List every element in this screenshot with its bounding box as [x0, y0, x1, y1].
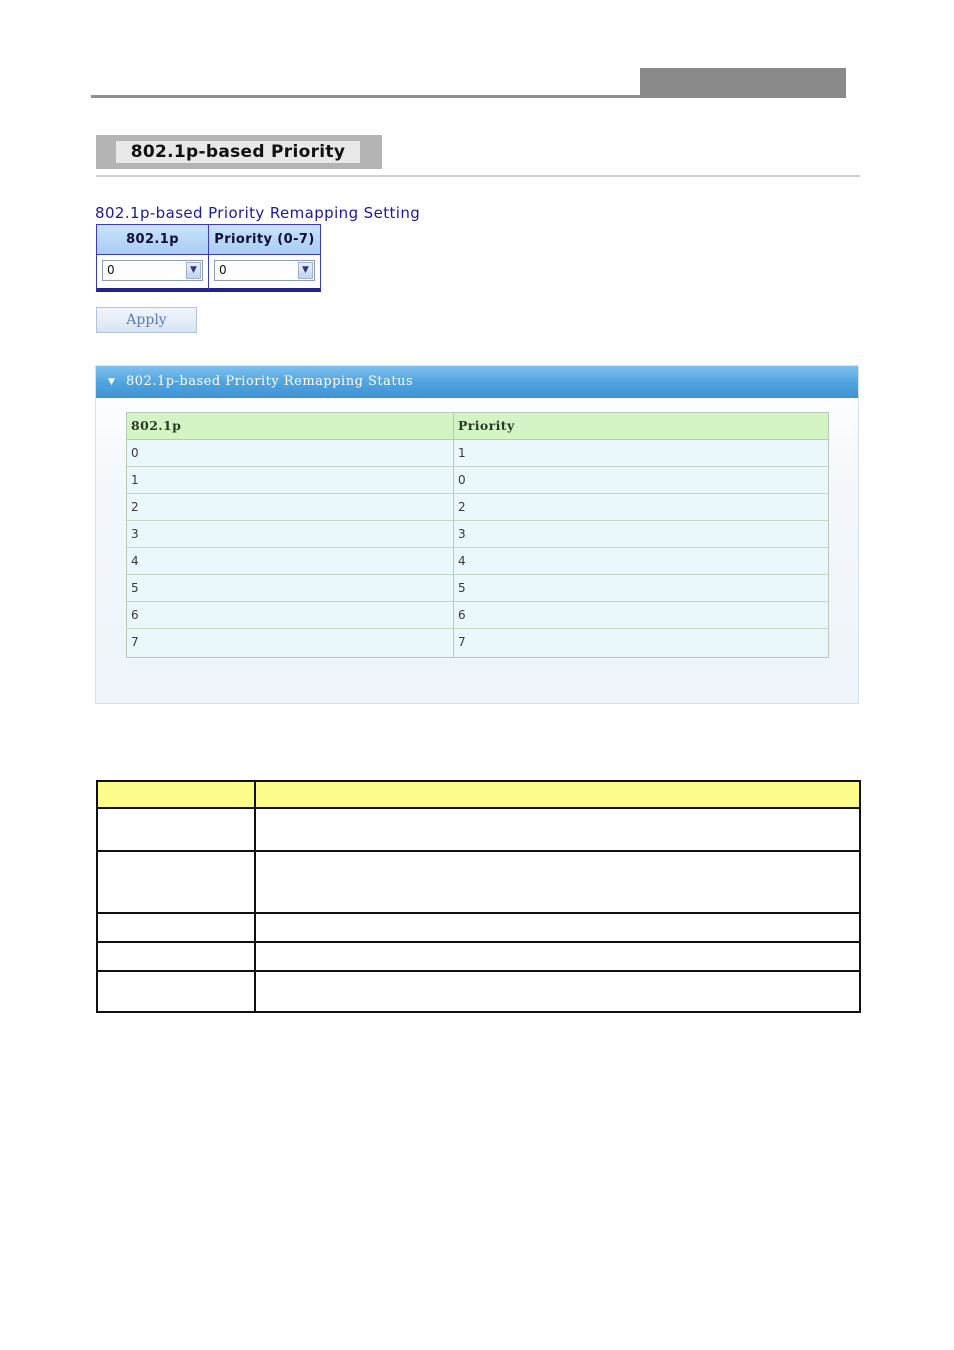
- row-dot1p: 5: [131, 581, 139, 595]
- row-priority: 1: [458, 446, 466, 460]
- setting-table: [96, 224, 321, 292]
- title-divider: [96, 175, 860, 177]
- row-dot1p: 7: [131, 635, 139, 649]
- table-row: [127, 440, 828, 467]
- row-dot1p: 1: [131, 473, 139, 487]
- row-dot1p: 4: [131, 554, 139, 568]
- status-panel-title: 802.1p-based Priority Remapping Status: [126, 374, 414, 389]
- row-dot1p: 2: [131, 500, 139, 514]
- priority-select-value: 0: [219, 263, 227, 277]
- status-panel: [95, 365, 859, 704]
- status-panel-header[interactable]: [96, 366, 858, 398]
- row-dot1p: 0: [131, 446, 139, 460]
- row-priority: 7: [458, 635, 466, 649]
- table-row: [98, 809, 859, 852]
- table-row: [98, 972, 859, 1011]
- status-table: [126, 412, 829, 658]
- header-rule: [91, 95, 640, 98]
- apply-button[interactable]: Apply: [96, 307, 197, 333]
- priority-select[interactable]: [214, 260, 315, 281]
- setting-heading: 802.1p-based Priority Remapping Setting: [95, 204, 421, 222]
- setting-col-dot1p: 802.1p: [126, 232, 179, 247]
- description-col-divider: [254, 782, 256, 1011]
- row-priority: 4: [458, 554, 466, 568]
- row-dot1p: 3: [131, 527, 139, 541]
- row-priority: 6: [458, 608, 466, 622]
- description-table-header: [98, 782, 859, 809]
- status-table-header: [127, 413, 828, 440]
- status-col-dot1p: 802.1p: [131, 418, 182, 433]
- table-row: [98, 914, 859, 943]
- table-row: [127, 467, 828, 494]
- row-priority: 3: [458, 527, 466, 541]
- description-table: [96, 780, 861, 1013]
- dot1p-select-value: 0: [107, 263, 115, 277]
- table-row: [98, 852, 859, 914]
- status-col-divider: [453, 413, 454, 657]
- table-row: [127, 548, 828, 575]
- table-row: [98, 943, 859, 972]
- row-priority: 2: [458, 500, 466, 514]
- dropdown-arrow-icon[interactable]: ▼: [298, 262, 313, 279]
- status-col-priority: Priority: [458, 418, 515, 433]
- setting-col-priority: Priority (0-7): [214, 232, 315, 247]
- table-row: [127, 494, 828, 521]
- page-title-box: [96, 135, 382, 169]
- dot1p-select[interactable]: [102, 260, 203, 281]
- row-priority: 5: [458, 581, 466, 595]
- table-row: [127, 575, 828, 602]
- header-block: [640, 68, 846, 98]
- table-row: [127, 602, 828, 629]
- chevron-down-icon[interactable]: ▼: [108, 377, 115, 387]
- row-priority: 0: [458, 473, 466, 487]
- setting-col-divider: [208, 225, 209, 289]
- page-title: 802.1p-based Priority: [116, 141, 360, 163]
- table-row: [127, 521, 828, 548]
- row-dot1p: 6: [131, 608, 139, 622]
- table-row: [127, 629, 828, 656]
- dropdown-arrow-icon[interactable]: ▼: [186, 262, 201, 279]
